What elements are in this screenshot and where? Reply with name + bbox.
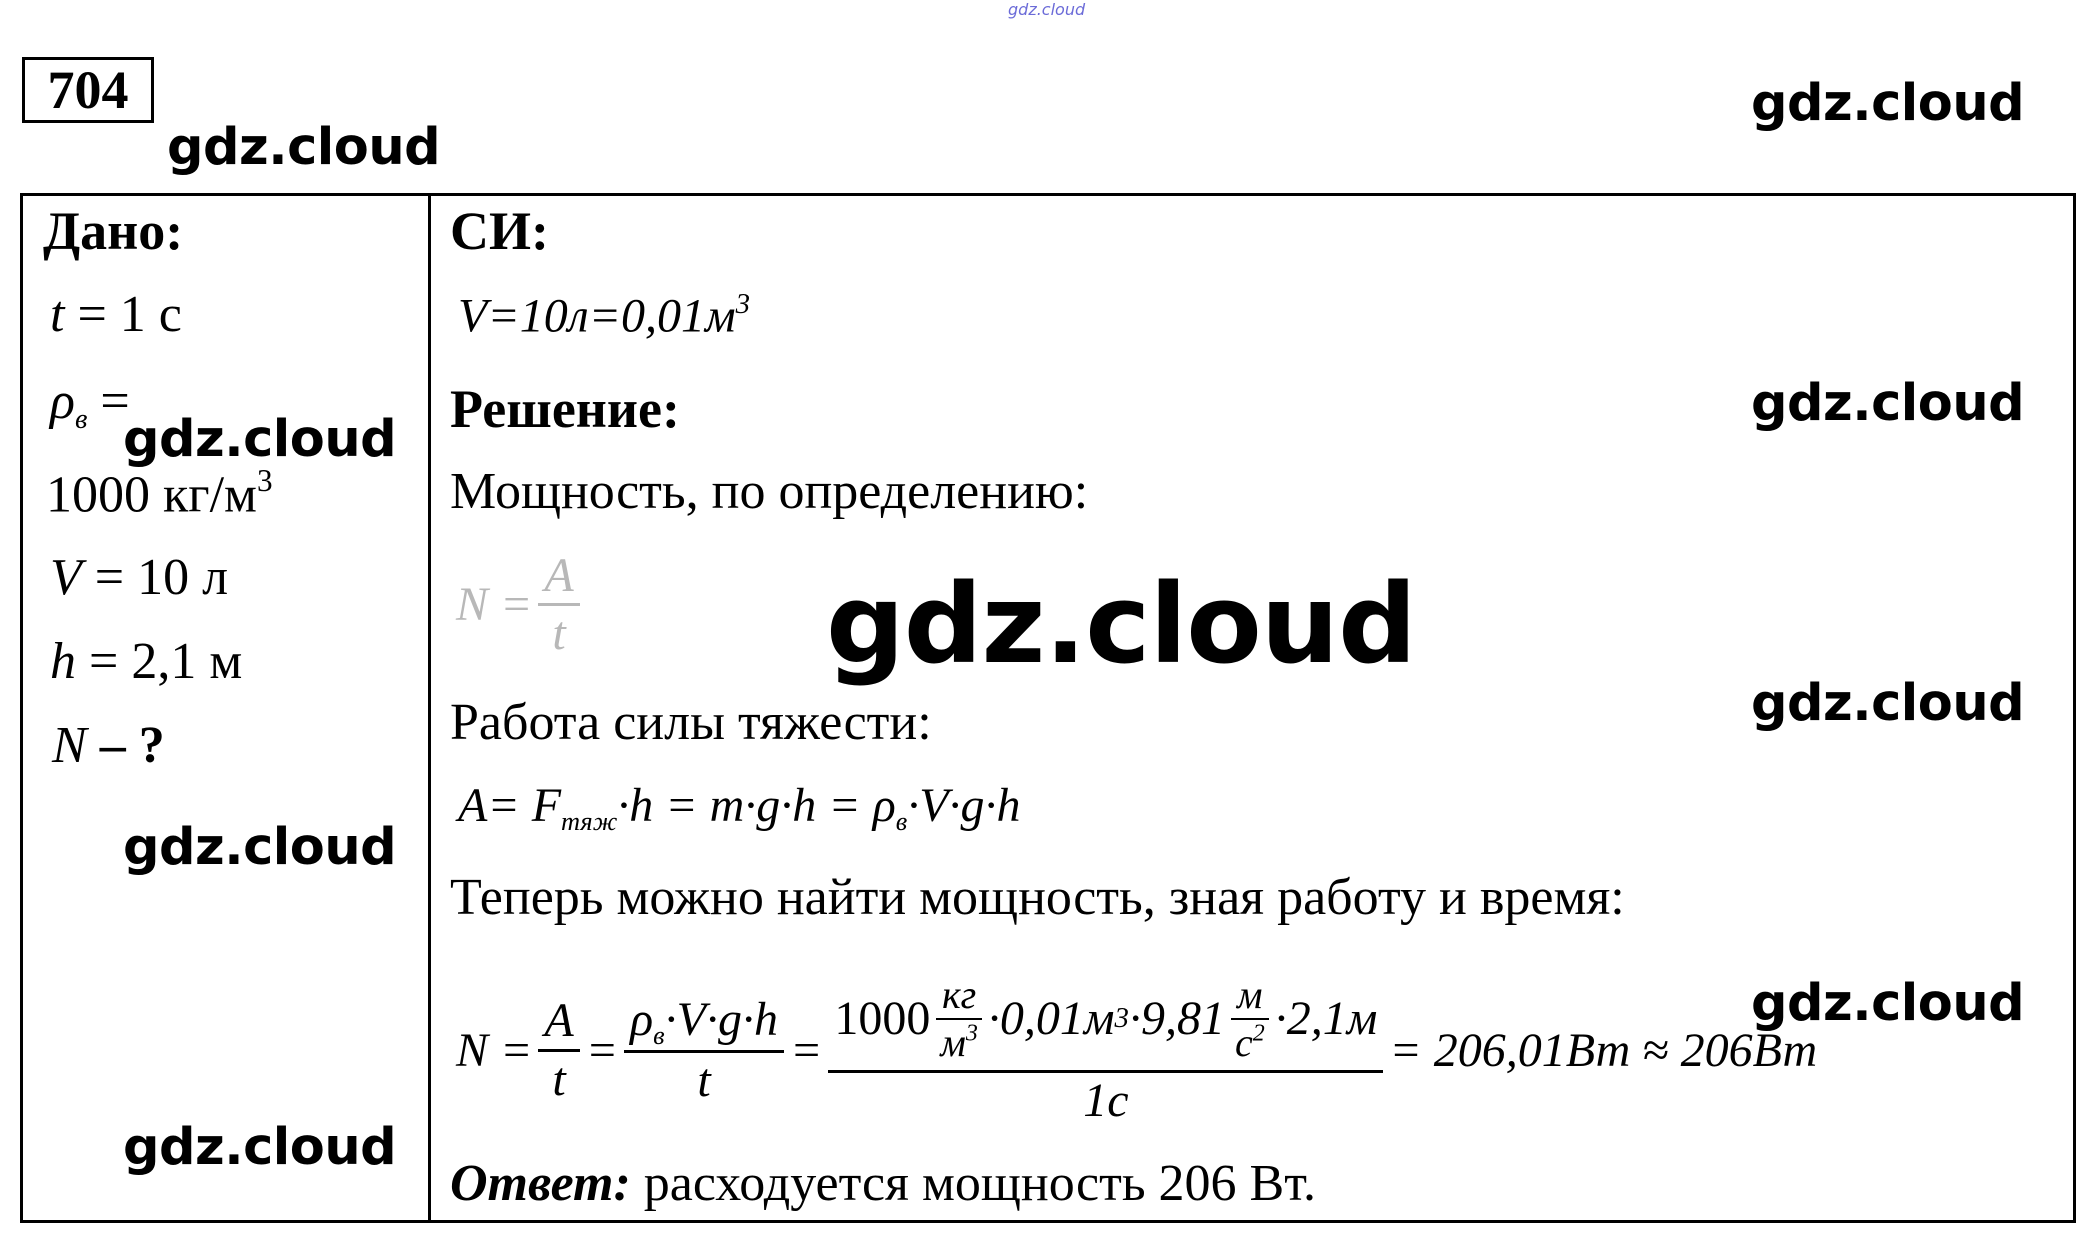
formula-2-b: = F	[487, 779, 562, 832]
si-volume-symbol: V	[458, 289, 488, 343]
si-title: СИ:	[450, 201, 549, 261]
formula-3-gravity-value: ·9,81	[1128, 992, 1225, 1046]
solution-line-2: Работа силы тяжести:	[450, 694, 932, 751]
formula-2-subscript: тяж	[561, 806, 618, 837]
si-conversion	[458, 288, 750, 344]
formula-3-frac2-den: t	[697, 1054, 711, 1108]
given-volume	[50, 548, 228, 607]
formula-3-fraction-2	[624, 992, 784, 1109]
given-density	[50, 372, 130, 436]
formula-3-rho-sub: в	[653, 1019, 665, 1050]
si-volume-conversion: =10л=0,01м	[487, 289, 736, 343]
formula-3-frac1-den: t	[552, 1052, 566, 1106]
given-height-value: = 2,1 м	[89, 633, 243, 690]
formula-3-big-fraction	[828, 972, 1383, 1128]
given-height	[50, 632, 242, 691]
problem-number: 704	[22, 57, 154, 123]
watermark: gdz.cloud	[1751, 974, 2025, 1033]
given-find-value: – ?	[99, 717, 165, 774]
formula-3-equals-1: =	[585, 1023, 619, 1077]
formula-3-volume-exp: 3	[1114, 1002, 1129, 1035]
given-density-subscript: в	[74, 404, 88, 435]
solution-title: Решение:	[450, 379, 680, 439]
given-volume-value: = 10 л	[94, 549, 229, 606]
given-density-symbol: ρ	[50, 373, 75, 430]
answer-line	[450, 1154, 1316, 1213]
formula-3-big-den: 1с	[1083, 1073, 1129, 1127]
watermark: gdz.cloud	[1751, 374, 2025, 433]
watermark: gdz.cloud	[123, 410, 397, 469]
formula-1-denominator: t	[552, 607, 566, 661]
solution-line-1: Мощность, по определению:	[450, 463, 1089, 520]
formula-3-frac2-rest: ·V·g·h	[664, 992, 778, 1046]
si-volume-exponent: 3	[735, 288, 751, 320]
watermark: gdz.cloud	[123, 1118, 397, 1177]
formula-3-volume-value: ·0,01м	[987, 992, 1115, 1046]
formula-2-d: ·V·g·h	[907, 779, 1021, 832]
formula-3-unit-kg: кг	[936, 972, 982, 1020]
given-density-equals: =	[100, 373, 130, 430]
watermark: gdz.cloud	[167, 118, 441, 177]
formula-2-c: ·h = m·g·h = ρ	[617, 779, 896, 832]
given-density-exponent: 3	[256, 463, 273, 498]
formula-3-equals-2: =	[789, 1023, 823, 1077]
formula-3-unit-m: м	[1231, 972, 1269, 1020]
formula-2-subscript-2: в	[895, 806, 908, 837]
formula-2-a: A	[458, 779, 488, 832]
answer-text: расходуется мощность 206 Вт.	[630, 1155, 1317, 1212]
solution-line-3: Теперь можно найти мощность, зная работу и время:	[450, 869, 1625, 926]
given-density-value-line	[46, 463, 273, 524]
formula-3-frac1-num: A	[538, 993, 579, 1051]
formula-3-unit-s2: $с^2$	[1234, 1019, 1265, 1065]
given-find-symbol: N	[52, 717, 87, 774]
formula-3-unit-m-s2	[1229, 972, 1271, 1066]
given-time-value: = 1 с	[77, 286, 182, 343]
formula-3-unit-m3: $м^3$	[940, 1019, 978, 1065]
formula-3-rho: ρ	[630, 992, 654, 1046]
watermark: gdz.cloud	[1751, 74, 2025, 133]
formula-3-big-num	[828, 972, 1383, 1073]
formula-work	[458, 778, 1021, 837]
formula-3-height-value: ·2,1м	[1274, 992, 1378, 1046]
given-volume-symbol: V	[50, 549, 82, 606]
given-height-symbol: h	[50, 633, 76, 690]
given-find	[52, 716, 165, 775]
watermark: gdz.cloud	[123, 818, 397, 877]
given-time	[50, 285, 182, 344]
watermark-large: gdz.cloud	[826, 560, 1416, 688]
formula-1-numerator: A	[538, 548, 579, 606]
watermark: gdz.cloud	[1751, 674, 2025, 733]
formula-1-fraction	[538, 548, 579, 661]
formula-3-mass-density-value: 1000	[834, 992, 931, 1046]
formula-3-fraction-1	[538, 993, 579, 1106]
formula-3-lhs: N =	[456, 1023, 533, 1077]
formula-1-lhs: N =	[456, 578, 533, 632]
formula-3-unit-kg-m3	[934, 972, 984, 1066]
formula-power-definition	[456, 548, 586, 661]
formula-power-result	[456, 965, 1817, 1135]
formula-3-result: = 206,01Вт ≈ 206Вт	[1389, 1023, 1818, 1077]
given-density-value: 1000 кг/м	[46, 466, 257, 524]
top-tiny-watermark: gdz.cloud	[1008, 0, 1086, 19]
given-time-symbol: t	[50, 286, 65, 343]
formula-3-frac2-num	[624, 992, 784, 1054]
column-divider	[428, 193, 431, 1223]
given-title: Дано:	[43, 201, 184, 261]
answer-label: Ответ:	[450, 1155, 631, 1212]
